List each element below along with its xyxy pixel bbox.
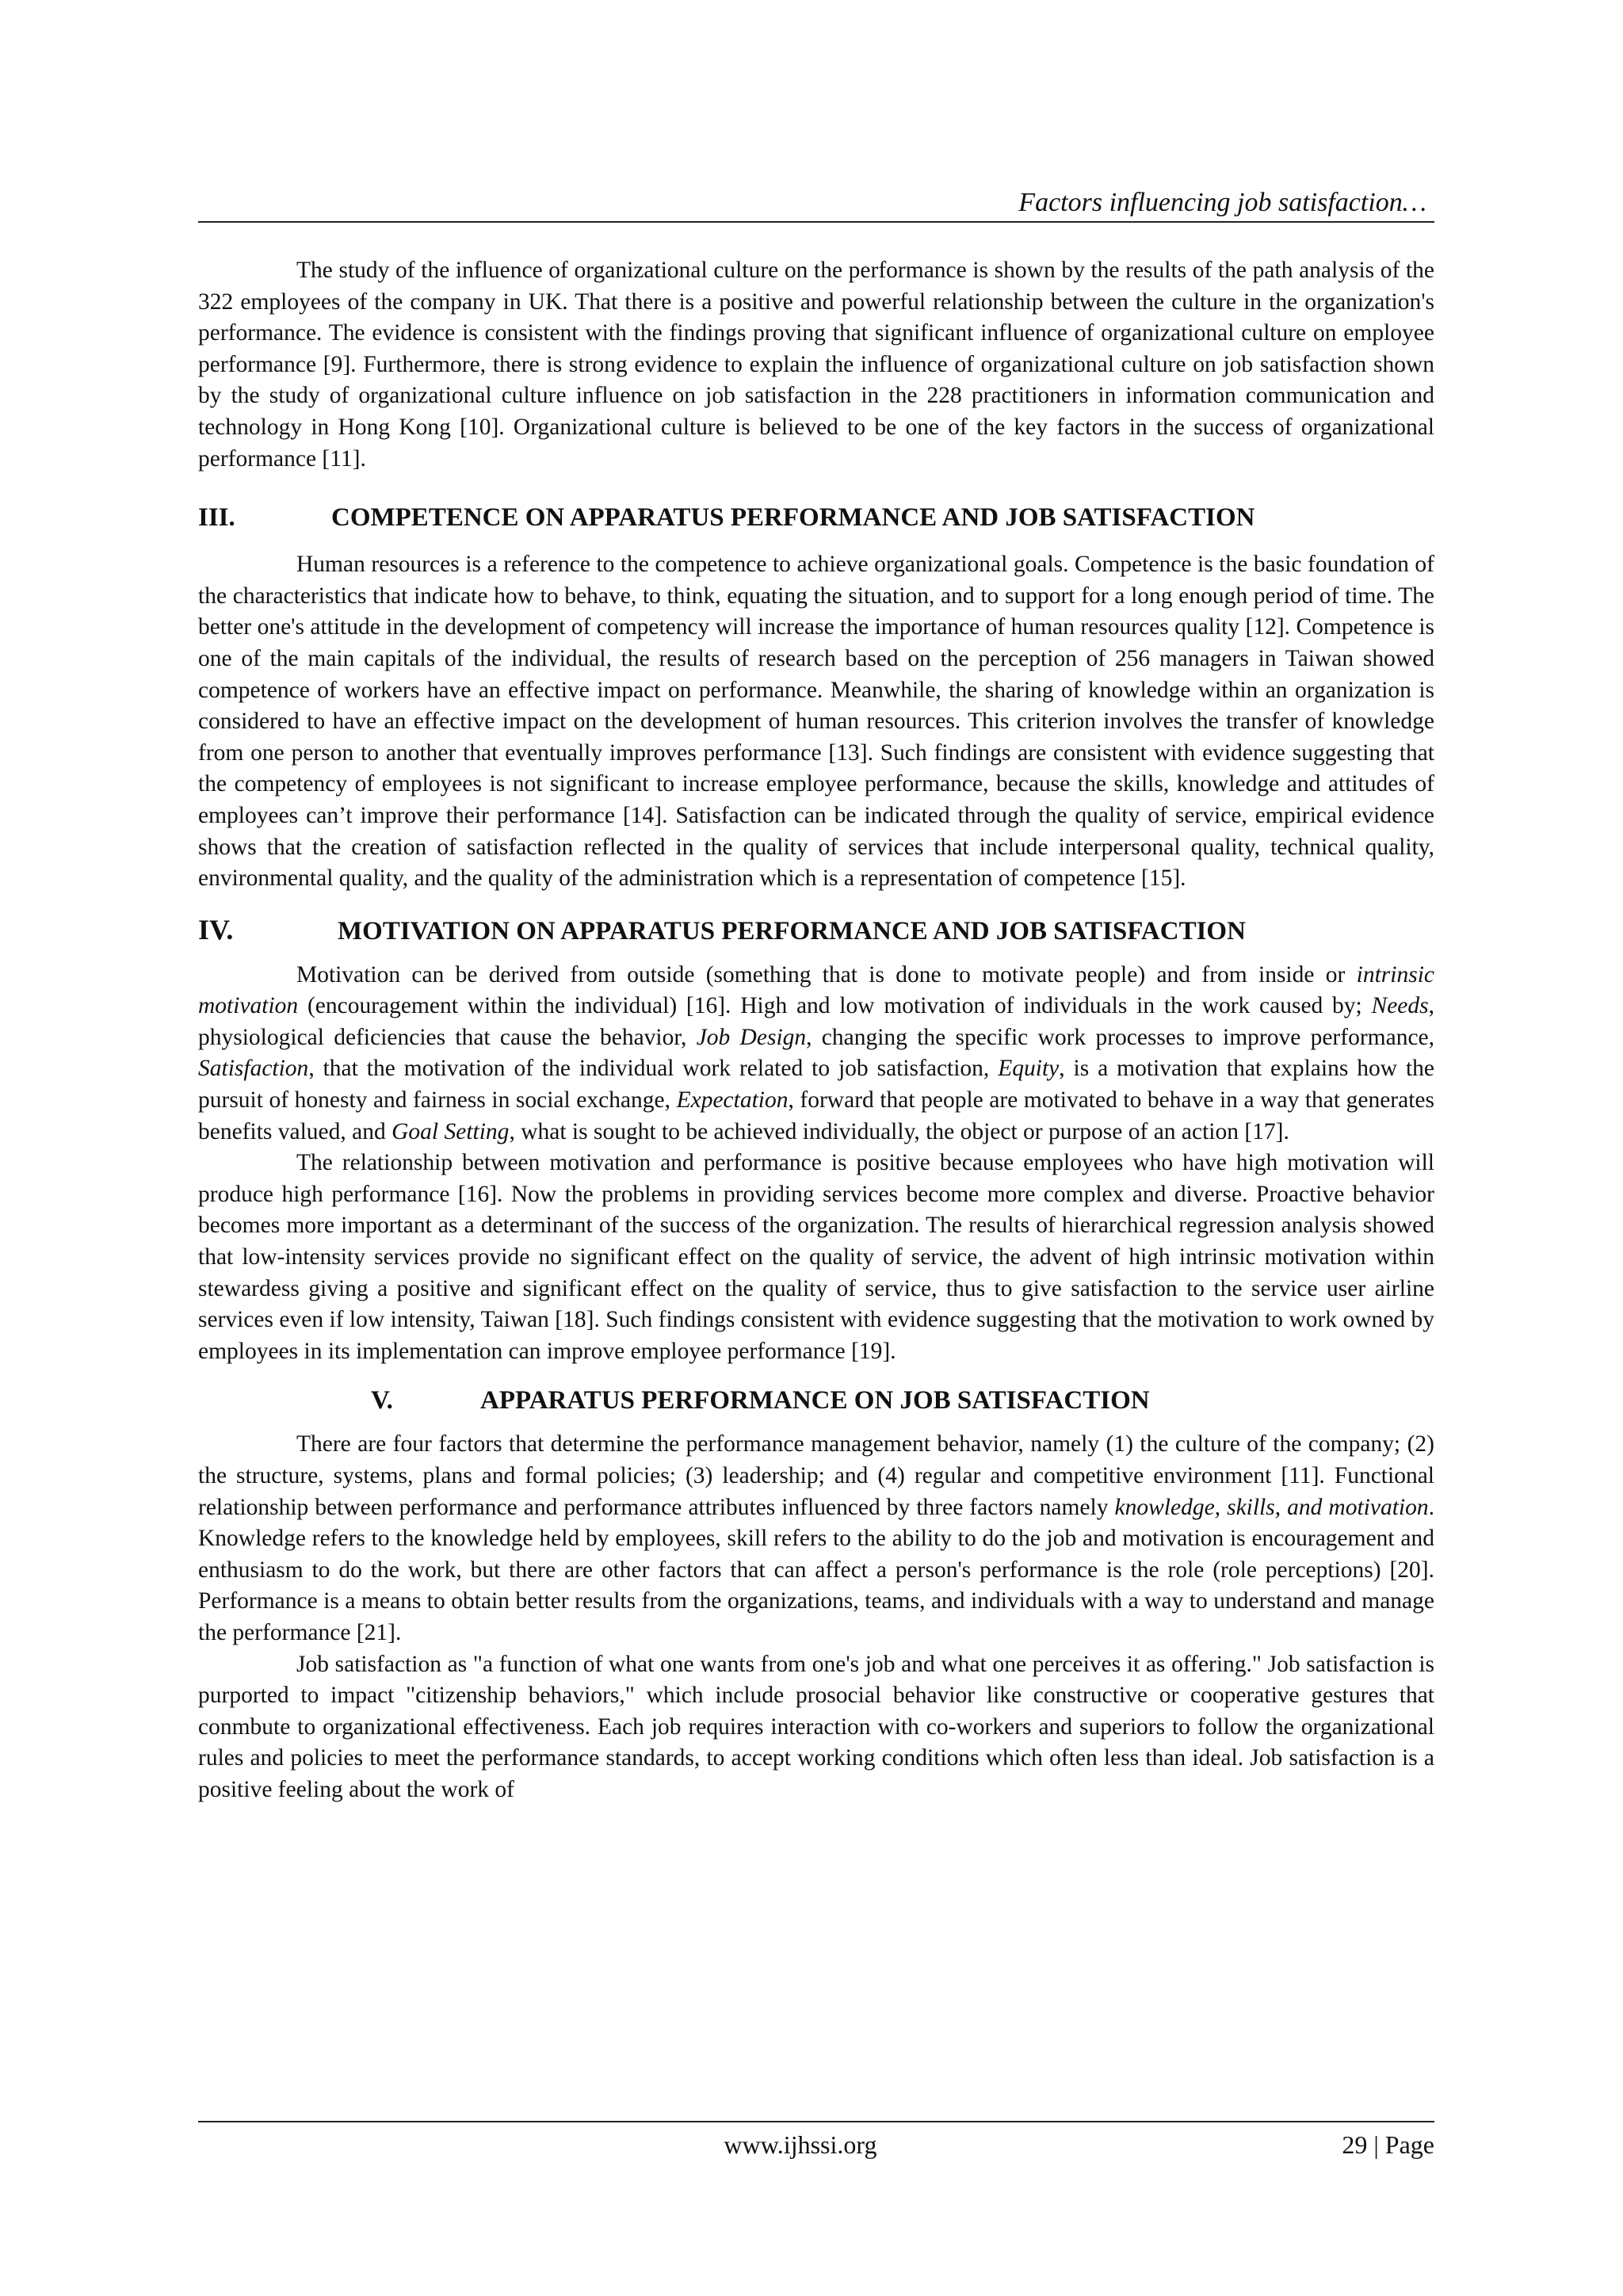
text-run: , physiological deficiencies that cause the behavior, bbox=[198, 993, 1434, 1050]
text-run: , what is sought to be achieved individually, the object or purpose of an action [17]. bbox=[509, 1118, 1289, 1144]
italic-term: Satisfaction bbox=[198, 1056, 309, 1082]
text-run: . Knowledge refers to the knowledge held by employees, skill refers to the ability to do the job and motivation is encouragement and enthusiasm to do the work, but there are other factors that can affect a person's performance is the role (role perceptions) [20]. Performance is a means to obtain better results from the organizations, teams, and individuals with a way to understand and manage the performance [21]. bbox=[198, 1494, 1434, 1645]
section-heading-iv bbox=[198, 914, 1434, 947]
section-heading-iii bbox=[198, 502, 1434, 533]
text-run: , that the motivation of the individual work related to job satisfaction, bbox=[308, 1056, 999, 1082]
italic-term: Equity bbox=[998, 1056, 1060, 1082]
italic-term: knowledge, skills, and motivation bbox=[1114, 1494, 1429, 1520]
text-run: (encouragement within the individual) [16]. High and low motivation of individuals in the work caused by; bbox=[298, 993, 1372, 1019]
section-number: III. bbox=[198, 503, 235, 533]
section-iv-paragraph-1 bbox=[198, 960, 1434, 1148]
text-run: Motivation can be derived from outside (something that is done to motivate people) and from inside or bbox=[296, 961, 1357, 988]
italic-term: Expectation bbox=[676, 1087, 789, 1114]
section-title: APPARATUS PERFORMANCE ON JOB SATISFACTION bbox=[480, 1386, 1150, 1415]
footer-rule bbox=[198, 2121, 1434, 2122]
page-number: 29 | Page bbox=[1342, 2130, 1434, 2159]
header-rule bbox=[198, 221, 1434, 223]
page-content bbox=[198, 255, 1434, 1806]
section-number: IV. bbox=[198, 913, 234, 946]
section-v-paragraph-2: Job satisfaction as "a function of what one wants from one's job and what one perceives it as offering." Job satisfaction is purported to impact "citizenship behaviors," which include prosocial behavior like constructive or cooperative gestures that conmbute to organizational effectiveness. Each job requires interaction with co-workers and superiors to follow the organizational rules and policies to meet the performance standards, to accept working conditions which often less than ideal. Job satisfaction is a positive feeling about the work of bbox=[198, 1651, 1434, 1802]
text-run: , forward that people are motivated to behave in a way that generates benefits valued, and bbox=[198, 1087, 1434, 1144]
section-iv-paragraph-2: The relationship between motivation and performance is positive because employees who have high motivation will produce high performance [16]. Now the problems in providing services become more complex and diverse. Proactive behavior becomes more important as a determinant of the success of the organization. The results of hierarchical regression analysis showed that low-intensity services provide no significant effect on the quality of service, the advent of high intrinsic motivation within stewardess giving a positive and significant effect on the quality of service, thus to give satisfaction to the service user airline services even if low intensity, Taiwan [18]. Such findings consistent with evidence suggesting that the motivation to work owned by employees in its implementation can improve employee performance [19]. bbox=[198, 1150, 1434, 1364]
section-title: MOTIVATION ON APPARATUS PERFORMANCE AND JOB SATISFACTION bbox=[338, 916, 1246, 946]
italic-term: Job Design bbox=[696, 1024, 807, 1050]
text-run: There are four factors that determine the performance management behavior, namely (1) the culture of the company; (2) the structure, systems, plans and formal policies; (3) leadership; and (4) regular and competitive environment [11]. Functional relationship between performance and performance attributes influenced by three factors namely bbox=[198, 1431, 1434, 1520]
text-run: , changing the specific work processes to improve performance, bbox=[806, 1024, 1435, 1050]
section-title: COMPETENCE ON APPARATUS PERFORMANCE AND JOB SATISFACTION bbox=[331, 503, 1255, 533]
section-v-paragraph-1 bbox=[198, 1429, 1434, 1648]
italic-term: Goal Setting bbox=[391, 1118, 510, 1144]
text-run: , is a motivation that explains how the pursuit of honesty and fairness in social exchange, bbox=[198, 1056, 1434, 1114]
section-iii-paragraph: Human resources is a reference to the competence to achieve organizational goals. Competence is the basic foundation of the characteristics that indicate how to behave, to think, equating the situation, and to support for a long enough period of time. The better one's attitude in the development of competency will increase the importance of human resources quality [12]. Competence is one of the main capitals of the individual, the results of research based on the perception of 256 managers in Taiwan showed competence of workers have an effective impact on performance. Meanwhile, the sharing of knowledge within an organization is considered to have an effective impact on the development of human resources. This criterion involves the transfer of knowledge from one person to another that eventually improves performance [13]. Such findings are consistent with evidence suggesting that the competency of employees is not significant to increase employee performance, because the skills, knowledge and attitudes of employees can’t improve their performance [14]. Satisfaction can be indicated through the quality of service, empirical evidence shows that the creation of satisfaction reflected in the quality of services that include interpersonal quality, technical quality, environmental quality, and the quality of the administration which is a representation of competence [15]. bbox=[198, 552, 1434, 892]
footer-url: www.ijhssi.org bbox=[724, 2130, 877, 2159]
running-header: Factors influencing job satisfaction… bbox=[1018, 188, 1426, 217]
intro-paragraph: The study of the influence of organizational culture on the performance is shown by the results of the path analysis of the 322 employees of the company in UK. That there is a positive and powerful relationship between the culture in the organization's performance. The evidence is consistent with the findings proving that significant influence of organizational culture on employee performance [9]. Furthermore, there is strong evidence to explain the influence of organizational culture on job satisfaction shown by the study of organizational culture influence on job satisfaction in the 228 practitioners in information communication and technology in Hong Kong [10]. Organizational culture is believed to be one of the key factors in the success of organizational performance [11]. bbox=[198, 258, 1434, 472]
italic-term: intrinsic motivation bbox=[198, 961, 1434, 1019]
italic-term: Needs bbox=[1371, 993, 1429, 1019]
section-number: V. bbox=[371, 1386, 393, 1415]
section-heading-v bbox=[198, 1385, 1434, 1416]
